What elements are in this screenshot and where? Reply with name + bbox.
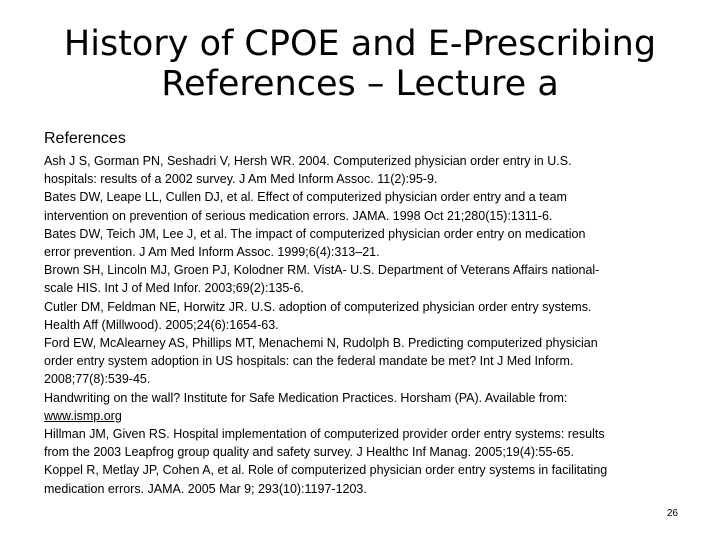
reference-line: Handwriting on the wall? Institute for Safe Medication Practices. Horsham (PA). Available from:	[44, 390, 568, 405]
reference-item	[44, 298, 704, 334]
reference-item	[44, 334, 704, 389]
reference-list	[44, 152, 704, 498]
references-section	[44, 129, 704, 498]
reference-line: Ash J S, Gorman PN, Seshadri V, Hersh WR. 2004. Computerized physician order entry in U.S.	[44, 154, 572, 168]
reference-line: Ford EW, McAlearney AS, Phillips MT, Menachemi N, Rudolph B. Predicting computerized physician	[44, 336, 598, 351]
reference-item	[44, 188, 704, 224]
reference-item	[44, 461, 704, 497]
reference-line: Health Aff (Millwood). 2005;24(6):1654-63.	[44, 317, 279, 332]
reference-line: Koppel R, Metlay JP, Cohen A, et al. Role of computerized physician order entry systems in facilitating	[44, 463, 608, 478]
reference-item	[44, 152, 704, 188]
slide-title-line-1: History of CPOE and E-Prescribing	[63, 24, 657, 64]
reference-line: Brown SH, Lincoln MJ, Groen PJ, Kolodner RM. VistA- U.S. Department of Veterans Affairs national-	[44, 263, 600, 278]
reference-line: Bates DW, Leape LL, Cullen DJ, et al. Effect of computerized physician order entry and a team	[44, 190, 567, 205]
reference-line: error prevention. J Am Med Inform Assoc. 1999;6(4):313–21.	[44, 245, 380, 260]
reference-item	[44, 261, 704, 297]
references-heading: References	[44, 130, 126, 147]
reference-line: hospitals: results of a 2002 survey. J Am Med Inform Assoc. 11(2):95-9.	[44, 172, 438, 187]
reference-link[interactable]: www.ismp.org	[44, 408, 122, 423]
slide-title	[0, 24, 720, 104]
reference-line: medication errors. JAMA. 2005 Mar 9; 293(10):1197-1203.	[44, 481, 367, 496]
reference-line: intervention on prevention of serious medication errors. JAMA. 1998 Oct 21;280(15):1311-6.	[44, 208, 553, 223]
reference-line: Bates DW, Teich JM, Lee J, et al. The impact of computerized physician order entry on medication	[44, 226, 586, 241]
page-number: 26	[666, 508, 678, 519]
reference-item	[44, 225, 704, 261]
reference-line: Hillman JM, Given RS. Hospital implementation of computerized provider order entry systems: results	[44, 427, 605, 442]
reference-line: Cutler DM, Feldman NE, Horwitz JR. U.S. adoption of computerized physician order entry systems.	[44, 299, 592, 314]
reference-line: from the 2003 Leapfrog group quality and safety survey. J Healthc Inf Manag. 2005;19(4):55-65.	[44, 445, 574, 460]
slide-title-line-2: References – Lecture a	[161, 64, 559, 104]
reference-item	[44, 425, 704, 461]
reference-item	[44, 389, 704, 425]
reference-line: scale HIS. Int J of Med Infor. 2003;69(2):135-6.	[44, 281, 304, 296]
reference-line: order entry system adoption in US hospitals: can the federal mandate be met? Int J Med Inform.	[44, 354, 574, 369]
reference-line: 2008;77(8):539-45.	[44, 372, 151, 387]
